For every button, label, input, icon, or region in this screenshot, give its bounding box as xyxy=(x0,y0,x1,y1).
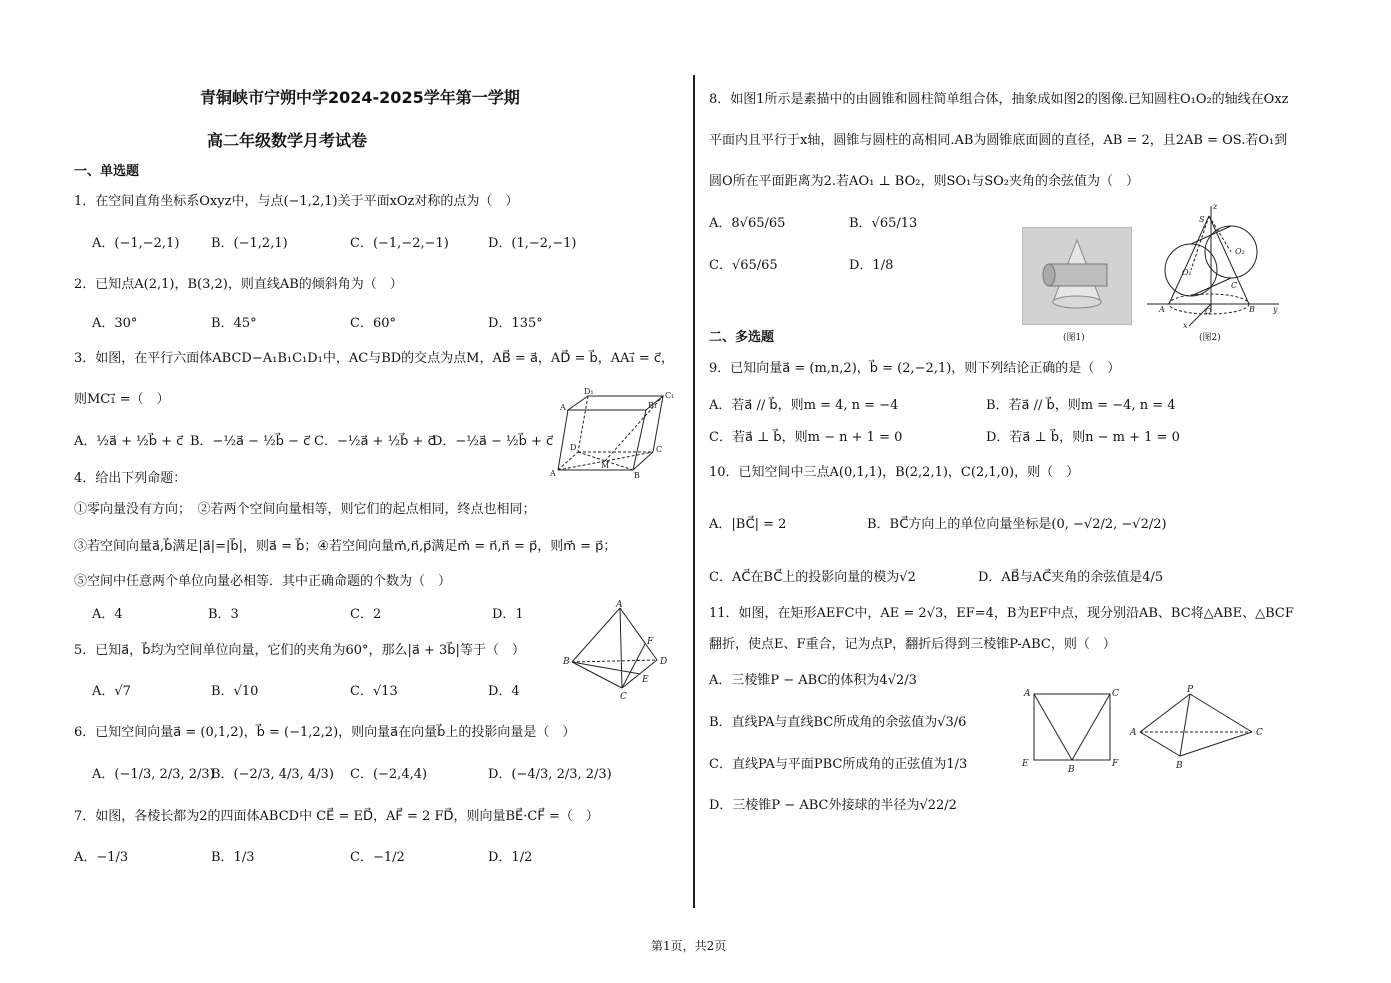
q9-option-c: C．若a⃗ ⊥ b⃗，则m − n + 1 = 0 xyxy=(709,430,903,445)
tetrahedron-figure xyxy=(562,600,674,700)
svg-text:B: B xyxy=(563,657,570,667)
svg-text:C: C xyxy=(656,445,663,454)
q11-option-d: D．三棱锥P − ABC外接球的半径为√22/2 xyxy=(709,798,957,813)
page-footer: 第1页，共2页 xyxy=(651,939,727,953)
q2-option-d: D．135° xyxy=(488,316,543,331)
q8-option-c: C．√65/65 xyxy=(709,258,778,273)
svg-text:x: x xyxy=(1183,321,1188,330)
q7-option-c: C．−1/2 xyxy=(350,850,405,865)
q8-option-a: A．8√65/65 xyxy=(709,216,786,231)
svg-text:B₁: B₁ xyxy=(648,401,658,410)
svg-text:O₁: O₁ xyxy=(1182,268,1192,277)
pyramid-pabc-figure xyxy=(1126,684,1270,774)
q7-option-b: B．1/3 xyxy=(211,850,255,865)
svg-text:B: B xyxy=(1068,765,1075,774)
svg-text:S: S xyxy=(1199,215,1205,224)
svg-text:C: C xyxy=(1231,281,1238,290)
figure-2-caption: (图2) xyxy=(1199,333,1221,343)
q8-stem-line-2: 平面内且平行于x轴，圆锥与圆柱的高相同.AB为圆锥底面圆的直径，AB = 2，且2AB = OS.若O₁到 xyxy=(709,133,1288,148)
q1-option-d: D．(1,−2,−1) xyxy=(488,236,577,251)
q8-option-b: B．√65/13 xyxy=(849,216,918,231)
q11-option-b: B．直线PA与直线BC所成角的余弦值为√3/6 xyxy=(709,715,967,730)
sketch-photo xyxy=(1022,227,1132,325)
svg-text:E: E xyxy=(1022,759,1029,769)
rectangle-aefc-figure xyxy=(1018,684,1122,774)
svg-text:C: C xyxy=(1112,689,1119,699)
q10-option-b: B．BC⃗方向上的单位向量坐标是(0, −√2/2, −√2/2) xyxy=(867,517,1167,532)
q6-option-d: D．(−4/3, 2/3, 2/3) xyxy=(488,767,612,782)
q11-option-c: C．直线PA与平面PBC所成角的正弦值为1/3 xyxy=(709,757,968,772)
q4-option-d: D．1 xyxy=(492,607,524,622)
q10-option-d: D．AB⃗与AC⃗夹角的余弦值是4/5 xyxy=(978,570,1164,585)
svg-text:C₁: C₁ xyxy=(665,391,675,400)
q3-stem-continued: 则MC₁⃗ =（ ） xyxy=(74,392,170,407)
q7-option-a: A．−1/3 xyxy=(74,850,129,865)
svg-text:D₁: D₁ xyxy=(584,387,594,396)
q9-stem: 9．已知向量a⃗ = (m,n,2)，b⃗ = (2,−2,1)，则下列结论正确的是（ ） xyxy=(709,361,1121,376)
exam-title: 青铜峡市宁朔中学2024-2025学年第一学期 xyxy=(200,88,520,107)
q6-option-b: B．(−2/3, 4/3, 4/3) xyxy=(211,767,334,782)
q1-option-c: C．(−1,−2,−1) xyxy=(350,236,449,251)
svg-text:F: F xyxy=(647,637,654,647)
q4-option-b: B．3 xyxy=(208,607,239,622)
q10-option-a: A．|BC⃗| = 2 xyxy=(709,517,787,532)
svg-text:P: P xyxy=(1187,685,1194,695)
svg-text:C: C xyxy=(620,692,627,700)
q8-option-d: D．1/8 xyxy=(849,258,894,273)
exam-subtitle: 高二年级数学月考试卷 xyxy=(207,131,368,150)
q1-stem: 1．在空间直角坐标系Oxyz中，与点(−1,2,1)关于平面xOz对称的点为（ ） xyxy=(74,194,519,209)
svg-text:B: B xyxy=(634,471,640,478)
q3-stem: 3．如图，在平行六面体ABCD−A₁B₁C₁D₁中，AC与BD的交点为点M，AB⃗ = a⃗，AD⃗ = b⃗，AA₁⃗ = c⃗， xyxy=(74,351,675,366)
parallelepiped-figure xyxy=(548,386,676,478)
section-multiple-choice: 二、多选题 xyxy=(709,330,775,345)
svg-text:E: E xyxy=(642,675,649,685)
q4-option-c: C．2 xyxy=(350,607,382,622)
q9-option-d: D．若a⃗ ⊥ b⃗，则n − m + 1 = 0 xyxy=(986,430,1180,445)
svg-text:A: A xyxy=(1159,305,1165,314)
q5-stem: 5．已知a⃗，b⃗均为空间单位向量，它们的夹角为60°，那么|a⃗ + 3b⃗|等于（ ） xyxy=(74,643,525,658)
q3-option-d: D．−½a⃗ − ½b⃗ + c⃗ xyxy=(432,434,554,449)
svg-text:B: B xyxy=(1249,305,1255,314)
q6-option-a: A．(−1/3, 2/3, 2/3) xyxy=(92,767,215,782)
svg-text:M: M xyxy=(601,461,610,470)
q6-stem: 6．已知空间向量a⃗ = (0,1,2)，b⃗ = (−1,2,2)，则向量a⃗在向量b⃗上的投影向量是（ ） xyxy=(74,725,576,740)
svg-text:y: y xyxy=(1273,305,1278,314)
svg-text:A: A xyxy=(1130,728,1137,738)
q9-option-b: B．若a⃗ // b⃗，则m = −4, n = 4 xyxy=(986,398,1176,413)
q4-proposition-line-3: ⑤空间中任意两个单位向量必相等．其中正确命题的个数为（ ） xyxy=(74,574,452,589)
column-divider xyxy=(693,75,695,908)
q5-option-a: A．√7 xyxy=(92,684,131,699)
q7-stem: 7．如图，各棱长都为2的四面体ABCD中 CE⃗ = ED⃗，AF⃗ = 2 FD⃗，则向量BE⃗·CF⃗ =（ ） xyxy=(74,809,599,824)
svg-text:z: z xyxy=(1213,202,1218,211)
q1-option-b: B．(−1,2,1) xyxy=(211,236,288,251)
q8-stem-line-1: 8．如图1所示是素描中的由圆锥和圆柱简单组合体，抽象成如图2的图像.已知圆柱O₁O₂的轴线在Oxz xyxy=(709,92,1289,107)
q11-stem-line-2: 翻折，使点E、F重合，记为点P，翻折后得到三棱锥P-ABC，则（ ） xyxy=(709,637,1116,652)
q10-option-c: C．AC⃗在BC⃗上的投影向量的模为√2 xyxy=(709,570,916,585)
cone-cylinder-diagram xyxy=(1143,202,1283,330)
svg-text:D: D xyxy=(660,657,668,667)
q4-proposition-line-1: ①零向量没有方向； ②若两个空间向量相等，则它们的起点相同，终点也相同； xyxy=(74,502,536,517)
svg-text:O₂: O₂ xyxy=(1235,247,1245,256)
svg-text:O: O xyxy=(1205,307,1212,316)
svg-text:F: F xyxy=(1112,759,1119,769)
q4-proposition-line-2: ③若空间向量a⃗,b⃗满足|a⃗|=|b⃗|，则a⃗ = b⃗；④若空间向量m⃗,n⃗,p⃗满足m⃗ = n⃗,n⃗ = p⃗，则m⃗ = p⃗； xyxy=(74,539,617,554)
q3-option-a: A．½a⃗ + ½b⃗ + c⃗ xyxy=(74,434,184,449)
q5-option-c: C．√13 xyxy=(350,684,398,699)
q5-option-b: B．√10 xyxy=(211,684,259,699)
figure-1-caption: (图1) xyxy=(1063,333,1085,343)
q3-option-b: B．−½a⃗ − ½b⃗ − c⃗ xyxy=(190,434,311,449)
svg-text:C: C xyxy=(1256,728,1263,738)
q8-stem-line-3: 圆O所在平面距离为2.若AO₁ ⊥ BO₂，则SO₁与SO₂夹角的余弦值为（ ） xyxy=(709,174,1140,189)
section-single-choice: 一、单选题 xyxy=(74,164,140,179)
q7-option-d: D．1/2 xyxy=(488,850,533,865)
q10-stem: 10．已知空间中三点A(0,1,1)，B(2,2,1)，C(2,1,0)，则（ ） xyxy=(709,465,1080,480)
q9-option-a: A．若a⃗ // b⃗，则m = 4, n = −4 xyxy=(709,398,899,413)
svg-text:D: D xyxy=(570,443,577,452)
q11-option-a: A．三棱锥P − ABC的体积为4√2/3 xyxy=(709,673,917,688)
q2-option-a: A．30° xyxy=(92,316,138,331)
q1-option-a: A．(−1,−2,1) xyxy=(92,236,180,251)
svg-text:A: A xyxy=(616,600,623,610)
q4-stem: 4．给出下列命题： xyxy=(74,471,187,486)
q4-option-a: A．4 xyxy=(92,607,123,622)
q11-stem-line-1: 11．如图，在矩形AEFC中，AE = 2√3，EF=4，B为EF中点，现分别沿AB、BC将△ABE、△BCF xyxy=(709,606,1294,621)
q2-option-b: B．45° xyxy=(211,316,257,331)
svg-text:A: A xyxy=(550,469,556,478)
q6-option-c: C．(−2,4,4) xyxy=(350,767,428,782)
q2-stem: 2．已知点A(2,1)，B(3,2)，则直线AB的倾斜角为（ ） xyxy=(74,277,403,292)
q3-option-c: C．−½a⃗ + ½b⃗ + c⃗ xyxy=(314,434,435,449)
svg-text:B: B xyxy=(1176,761,1183,771)
svg-text:A: A xyxy=(1024,689,1031,699)
q2-option-c: C．60° xyxy=(350,316,396,331)
q5-option-d: D．4 xyxy=(488,684,520,699)
svg-text:A: A xyxy=(560,403,566,412)
